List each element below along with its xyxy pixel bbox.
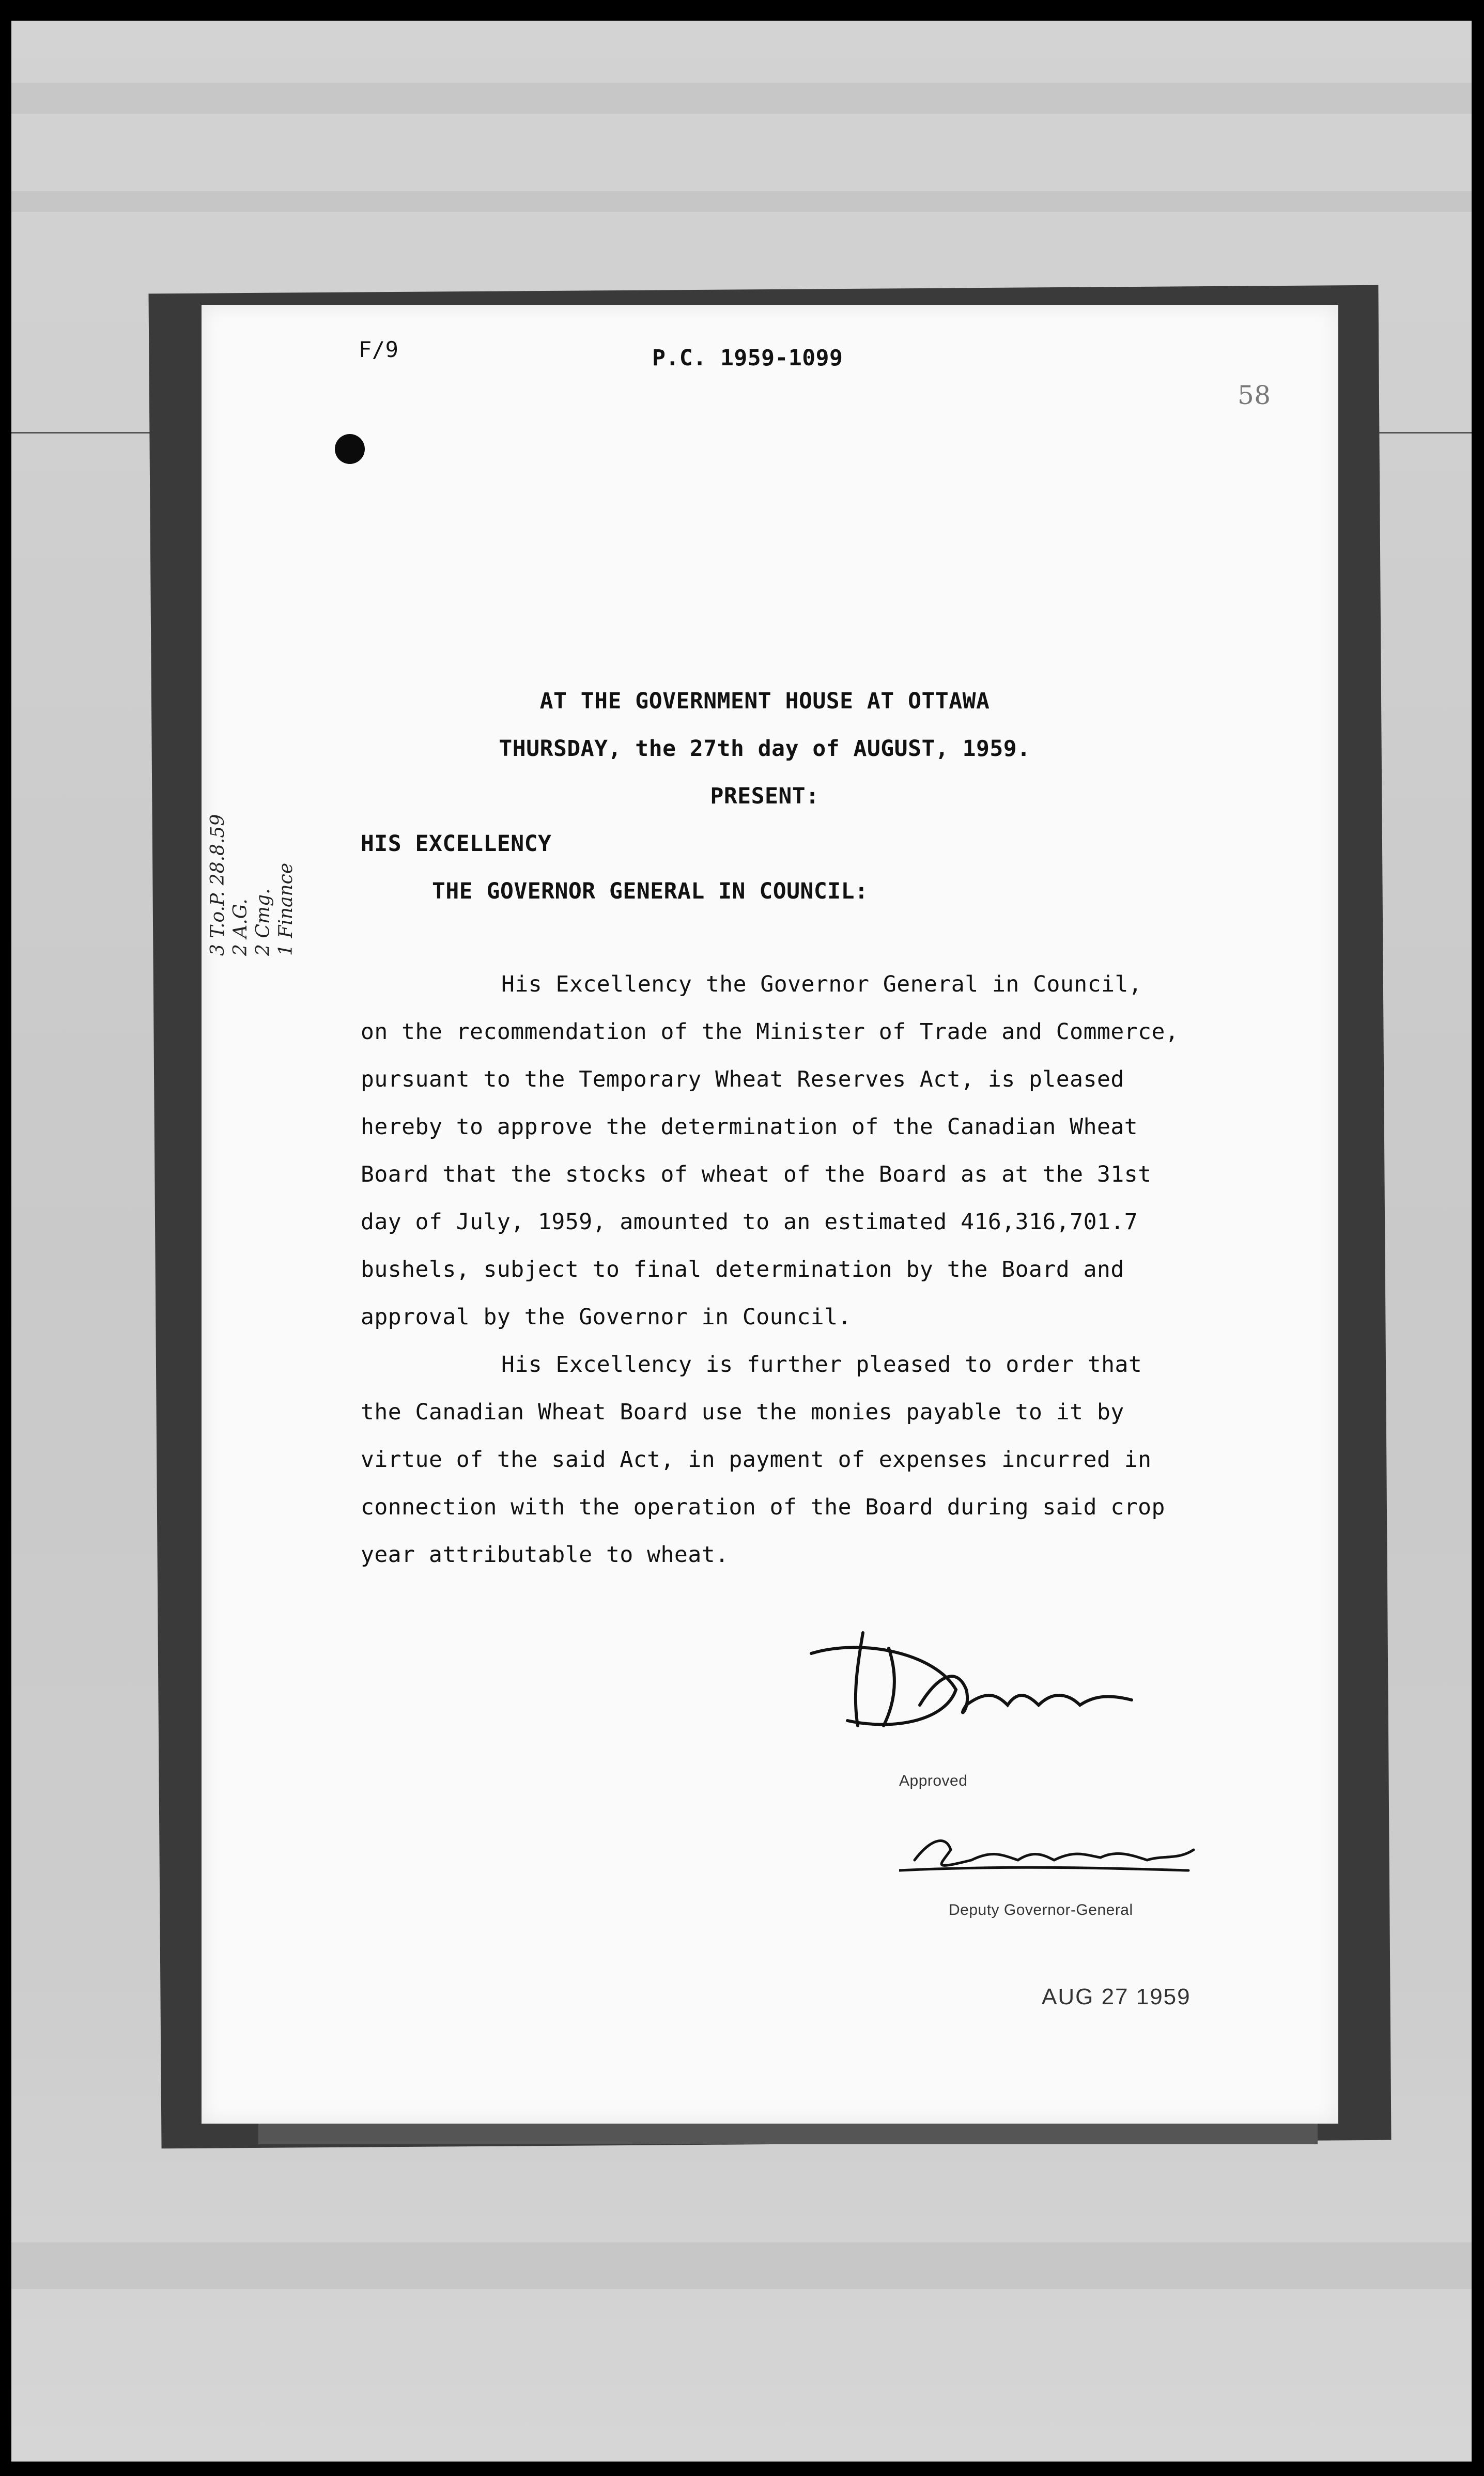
body-line: His Excellency is further pleased to order that	[501, 1352, 1142, 1378]
heading-date: THURSDAY, the 27th day of AUGUST, 1959.	[499, 736, 1031, 762]
heading-location: AT THE GOVERNMENT HOUSE AT OTTAWA	[539, 688, 990, 714]
clerk-signature	[801, 1617, 1152, 1741]
margin-note-line: 2 Cmg.	[253, 888, 274, 956]
film-streak	[11, 191, 1472, 212]
page-shadow-bottom	[258, 2124, 1318, 2144]
handwritten-margin-note	[207, 814, 298, 956]
heading-present: PRESENT:	[710, 783, 820, 809]
margin-note-line: 3 T.o.P. 28.8.59	[207, 814, 228, 956]
margin-note-line: 1 Finance	[275, 862, 297, 956]
addressee-line1: HIS EXCELLENCY	[361, 831, 552, 857]
order-number: P.C. 1959-1099	[652, 345, 843, 371]
deputy-title: Deputy Governor-General	[949, 1901, 1133, 1918]
body-line: on the recommendation of the Minister of Trade and Commerce,	[361, 1019, 1179, 1045]
margin-note-line: 2 A.G.	[230, 899, 251, 956]
body-line: year attributable to wheat.	[361, 1542, 729, 1568]
body-line: virtue of the said Act, in payment of expenses incurred in	[361, 1447, 1152, 1473]
body-line: pursuant to the Temporary Wheat Reserves Act, is pleased	[361, 1066, 1124, 1092]
body-line: connection with the operation of the Board during said crop	[361, 1494, 1165, 1520]
approved-label: Approved	[899, 1772, 968, 1789]
body-line: the Canadian Wheat Board use the monies payable to it by	[361, 1399, 1124, 1425]
body-line: day of July, 1959, amounted to an estimated 416,316,701.7	[361, 1209, 1138, 1235]
page-number: 58	[1238, 380, 1271, 410]
date-stamp: AUG 27 1959	[1042, 1984, 1191, 2009]
punch-hole	[335, 434, 365, 464]
body-line: approval by the Governor in Council.	[361, 1304, 852, 1330]
file-code: F/9	[359, 337, 399, 362]
body-line: hereby to approve the determination of the Canadian Wheat	[361, 1114, 1138, 1140]
body-line: bushels, subject to final determination by the Board and	[361, 1257, 1124, 1282]
addressee-line2: THE GOVERNOR GENERAL IN COUNCIL:	[432, 878, 869, 904]
body-line: His Excellency the Governor General in Council,	[501, 971, 1142, 997]
body-line: Board that the stocks of wheat of the Board as at the 31st	[361, 1162, 1152, 1187]
film-streak	[11, 83, 1472, 114]
film-streak	[11, 2242, 1472, 2289]
deputy-signature	[899, 1819, 1209, 1886]
